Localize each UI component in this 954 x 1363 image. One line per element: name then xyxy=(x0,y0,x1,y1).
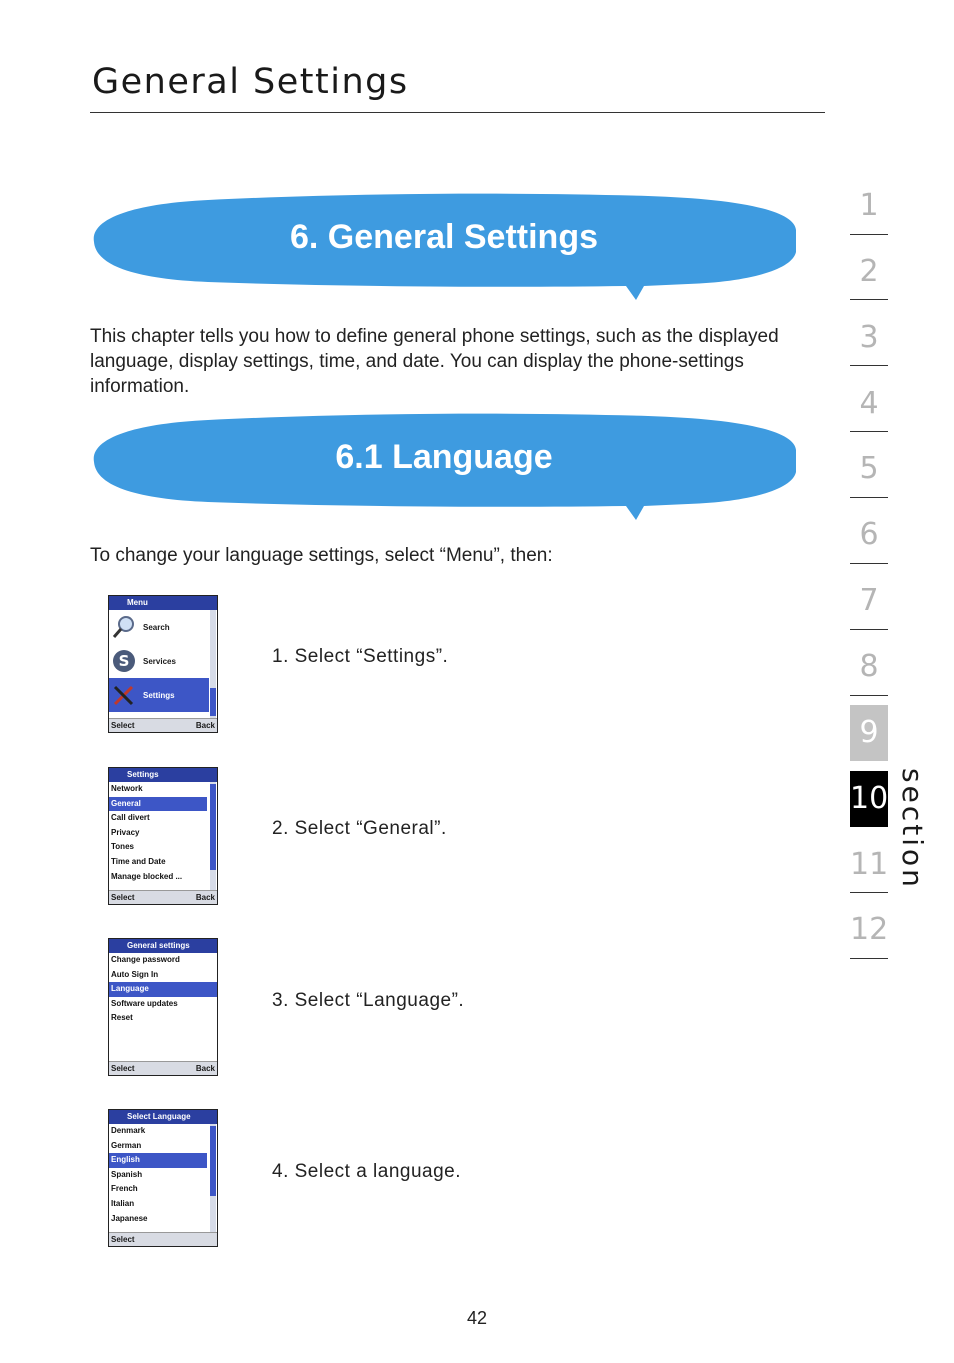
phone-list-item: Network xyxy=(111,784,143,793)
section-nav-rule xyxy=(850,234,888,235)
section-nav-rule xyxy=(850,563,888,564)
phone-screenshot-settings xyxy=(108,767,218,905)
phone-softkeys xyxy=(109,718,217,733)
softkey-left: Select xyxy=(111,1235,135,1244)
phone-list-item: Denmark xyxy=(111,1126,146,1135)
phone-screenshot-menu xyxy=(108,595,218,733)
section-nav-5[interactable]: 5 xyxy=(859,451,879,486)
phone-softkeys xyxy=(109,1232,217,1247)
phone-menu-item-selected xyxy=(109,678,209,712)
phone-menu-item-label: Search xyxy=(143,622,170,632)
section-nav-rule xyxy=(850,365,888,366)
services-s-icon xyxy=(111,648,137,674)
step-3-text: 3. Select “Language”. xyxy=(272,990,465,1011)
phone-list-item: Call divert xyxy=(111,813,150,823)
section-nav-11[interactable]: 11 xyxy=(850,847,889,882)
section-nav-8[interactable]: 8 xyxy=(859,649,879,684)
chapter-banner xyxy=(88,190,800,302)
phone-list-item: Software updates xyxy=(111,998,178,1008)
phone-list-item: German xyxy=(111,1140,142,1150)
phone-list-item-selected: Language xyxy=(109,982,217,997)
phone-scroll-thumb xyxy=(210,784,216,870)
phone-softkeys xyxy=(109,1061,217,1076)
section-nav-6[interactable]: 6 xyxy=(859,517,879,552)
softkey-left: Select xyxy=(111,721,135,730)
magnifier-icon xyxy=(111,614,137,640)
phone-list-item: Tones xyxy=(111,842,134,852)
softkey-left: Select xyxy=(111,893,135,902)
phone-list-item-selected: English xyxy=(109,1153,207,1168)
phone-softkeys xyxy=(109,890,217,905)
phone-title-bar: Menu xyxy=(109,596,217,610)
section-banner xyxy=(88,410,800,522)
section-nav-rule xyxy=(850,958,888,959)
section-nav-3[interactable]: 3 xyxy=(859,320,879,355)
phone-screenshot-select-language xyxy=(108,1109,218,1247)
phone-list-item: Change password xyxy=(111,955,180,964)
section-banner-title: 6.1 Language xyxy=(335,438,553,476)
header-rule xyxy=(90,112,825,113)
instruction-paragraph: To change your language settings, select “Menu”, then: xyxy=(90,545,553,566)
phone-list-item: Privacy xyxy=(111,827,140,837)
section-nav-12[interactable]: 12 xyxy=(850,912,889,947)
page-number: 42 xyxy=(466,1308,488,1328)
phone-title-bar: Select Language xyxy=(109,1110,217,1124)
phone-list-item: Reset xyxy=(111,1013,133,1023)
step-4-text: 4. Select a language. xyxy=(272,1161,462,1182)
phone-list-item: Spanish xyxy=(111,1169,143,1179)
section-nav-rule xyxy=(850,892,888,893)
step-1-text: 1. Select “Settings”. xyxy=(272,646,449,667)
section-nav-1[interactable]: 1 xyxy=(859,188,879,223)
phone-list-item: Manage blocked ... xyxy=(111,871,183,881)
phone-menu-item-label: Settings xyxy=(143,690,175,700)
softkey-right: Back xyxy=(195,893,215,902)
phone-list-item: Japanese xyxy=(111,1213,148,1223)
phone-menu-item-label: Services xyxy=(143,656,176,666)
section-nav-4[interactable]: 4 xyxy=(859,386,879,421)
softkey-right: Back xyxy=(195,721,215,730)
section-label: section xyxy=(896,768,929,890)
section-nav-rule xyxy=(850,695,888,696)
phone-title-bar: General settings xyxy=(109,939,217,953)
phone-list-item: Italian xyxy=(111,1198,135,1208)
softkey-left: Select xyxy=(111,1064,135,1073)
tools-icon xyxy=(111,682,137,708)
phone-title-bar: Settings xyxy=(109,768,217,782)
phone-list-item-selected: General xyxy=(109,797,207,812)
phone-screenshot-general-settings xyxy=(108,938,218,1076)
phone-list-item: Time and Date xyxy=(111,856,166,866)
phone-menu-item xyxy=(109,610,217,644)
section-nav-9[interactable]: 9 xyxy=(850,705,888,761)
section-nav-rule xyxy=(850,299,888,300)
phone-scroll-thumb xyxy=(210,688,216,716)
section-nav-rule xyxy=(850,431,888,432)
chapter-banner-title: 6. General Settings xyxy=(290,218,598,256)
section-nav-7[interactable]: 7 xyxy=(859,583,879,618)
step-2-text: 2. Select “General”. xyxy=(272,818,447,839)
intro-paragraph: This chapter tells you how to define general phone settings, such as the displayed language, display settings, time, and date. You can display the phone-settings information. xyxy=(90,326,779,397)
section-nav-2[interactable]: 2 xyxy=(859,254,879,289)
svg-text:S: S xyxy=(118,652,130,670)
phone-menu-item xyxy=(109,644,217,678)
phone-scroll-thumb xyxy=(210,1126,216,1196)
phone-list-item: Auto Sign In xyxy=(111,969,159,979)
phone-list-item: French xyxy=(111,1184,138,1194)
softkey-right: Back xyxy=(195,1064,215,1073)
page-header-title: General Settings xyxy=(92,62,409,102)
section-nav-rule xyxy=(850,629,888,630)
section-nav-rule xyxy=(850,497,888,498)
section-nav-10-current[interactable]: 10 xyxy=(850,771,888,827)
